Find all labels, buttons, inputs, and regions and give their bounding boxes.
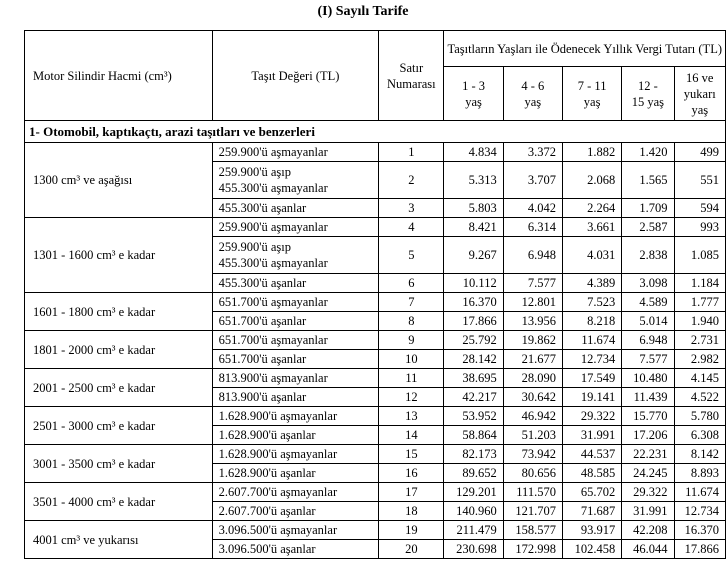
deger-cell (212, 274, 379, 293)
tax-value-cell: 7.523 (562, 293, 621, 312)
motor-cell: 3001 - 3500 cm³ e kadar (25, 445, 213, 483)
deger-line: 1.628.900'ü aşmayanlar (218, 409, 338, 423)
tax-value-cell: 8.218 (562, 312, 621, 331)
tax-value-cell: 102.458 (562, 540, 621, 559)
satir-cell: 12 (379, 388, 444, 407)
satir-cell: 15 (379, 445, 444, 464)
tax-value-cell: 4.589 (622, 293, 674, 312)
tax-value-cell: 6.308 (674, 426, 725, 445)
satir-cell: 11 (379, 369, 444, 388)
tax-value-cell: 172.998 (503, 540, 562, 559)
satir-cell: 18 (379, 502, 444, 521)
header-age-line: yukarı (683, 86, 716, 101)
header-age-5 (674, 67, 725, 121)
deger-line: 3.096.500'ü aşmayanlar (218, 523, 338, 537)
tax-value-cell: 7.577 (503, 274, 562, 293)
tax-value-cell: 2.587 (622, 218, 674, 237)
header-vergi: Taşıtların Yaşları ile Ödenecek Yıllık Vergi Tutarı (TL) (444, 31, 726, 67)
motor-cell: 4001 cm³ ve yukarısı (25, 521, 213, 559)
tax-value-cell: 21.677 (503, 350, 562, 369)
tax-value-cell: 1.709 (622, 199, 674, 218)
tax-value-cell: 12.801 (503, 293, 562, 312)
satir-cell: 14 (379, 426, 444, 445)
header-age-line: yaş (691, 102, 709, 117)
header-age-line: 4 - 6 (521, 78, 545, 93)
tax-value-cell: 16.370 (674, 521, 725, 540)
tax-value-cell: 6.314 (503, 218, 562, 237)
tax-value-cell: 499 (674, 143, 725, 162)
tax-value-cell: 48.585 (562, 464, 621, 483)
motor-cell: 2501 - 3000 cm³ e kadar (25, 407, 213, 445)
tax-value-cell: 29.322 (622, 483, 674, 502)
deger-line: 455.300'ü aşanlar (218, 201, 307, 215)
tax-value-cell: 28.090 (503, 369, 562, 388)
tax-value-cell: 1.184 (674, 274, 725, 293)
table-row (25, 445, 726, 464)
tax-value-cell: 2.838 (622, 237, 674, 274)
header-age-line: yaş (583, 94, 601, 109)
tax-value-cell: 22.231 (622, 445, 674, 464)
satir-cell: 8 (379, 312, 444, 331)
deger-cell (212, 312, 379, 331)
satir-cell: 3 (379, 199, 444, 218)
header-age-line: 1 - 3 (462, 78, 486, 93)
tax-value-cell: 13.956 (503, 312, 562, 331)
tax-value-cell: 46.044 (622, 540, 674, 559)
tax-value-cell: 11.674 (674, 483, 725, 502)
tax-value-cell: 17.549 (562, 369, 621, 388)
header-deger: Taşıt Değeri (TL) (212, 31, 379, 121)
deger-line: 259.900'ü aşmayanlar (218, 220, 328, 234)
table-row (25, 483, 726, 502)
tax-value-cell: 12.734 (562, 350, 621, 369)
tax-value-cell: 129.201 (444, 483, 503, 502)
tax-value-cell: 3.372 (503, 143, 562, 162)
tax-value-cell: 5.780 (674, 407, 725, 426)
tax-value-cell: 53.952 (444, 407, 503, 426)
deger-line: 1.628.900'ü aşanlar (218, 428, 316, 442)
satir-cell: 10 (379, 350, 444, 369)
deger-cell (212, 407, 379, 426)
tax-value-cell: 1.882 (562, 143, 621, 162)
deger-cell (212, 218, 379, 237)
deger-cell (212, 199, 379, 218)
header-age-2 (503, 67, 562, 121)
table-row (25, 218, 726, 237)
header-age-3 (562, 67, 621, 121)
tax-value-cell: 111.570 (503, 483, 562, 502)
deger-cell (212, 388, 379, 407)
tax-value-cell: 8.893 (674, 464, 725, 483)
satir-cell: 19 (379, 521, 444, 540)
tax-value-cell: 5.803 (444, 199, 503, 218)
header-age-line: 15 yaş (631, 94, 665, 109)
tax-value-cell: 7.577 (622, 350, 674, 369)
satir-cell: 2 (379, 162, 444, 199)
tax-value-cell: 4.145 (674, 369, 725, 388)
tax-value-cell: 4.834 (444, 143, 503, 162)
tax-value-cell: 29.322 (562, 407, 621, 426)
satir-cell: 16 (379, 464, 444, 483)
tax-value-cell: 4.389 (562, 274, 621, 293)
tax-value-cell: 140.960 (444, 502, 503, 521)
tax-value-cell: 17.206 (622, 426, 674, 445)
table-row (25, 521, 726, 540)
tax-value-cell: 594 (674, 199, 725, 218)
tax-value-cell: 16.370 (444, 293, 503, 312)
section-heading: 1- Otomobil, kaptıkaçtı, arazi taşıtları ve benzerleri (25, 121, 726, 143)
tax-value-cell: 93.917 (562, 521, 621, 540)
page-title: (I) Sayılı Tarife (317, 4, 409, 19)
tax-value-cell: 17.866 (444, 312, 503, 331)
deger-line: 651.700'ü aşmayanlar (218, 295, 328, 309)
tax-value-cell: 2.264 (562, 199, 621, 218)
motor-cell: 1301 - 1600 cm³ e kadar (25, 218, 213, 293)
deger-cell (212, 426, 379, 445)
tax-value-cell: 551 (674, 162, 725, 199)
tax-value-cell: 2.068 (562, 162, 621, 199)
tax-value-cell: 2.982 (674, 350, 725, 369)
deger-line: 651.700'ü aşanlar (218, 314, 307, 328)
tax-value-cell: 10.112 (444, 274, 503, 293)
tax-value-cell: 6.948 (503, 237, 562, 274)
tax-value-cell: 44.537 (562, 445, 621, 464)
tax-value-cell: 89.652 (444, 464, 503, 483)
deger-cell (212, 237, 379, 274)
header-satir-line1: Satır (399, 60, 424, 75)
tax-value-cell: 11.439 (622, 388, 674, 407)
deger-line: 259.900'ü aşıp (218, 240, 291, 254)
satir-cell: 7 (379, 293, 444, 312)
table-row (25, 143, 726, 162)
tax-value-cell: 1.420 (622, 143, 674, 162)
tax-value-cell: 11.674 (562, 331, 621, 350)
deger-line: 813.900'ü aşmayanlar (218, 371, 328, 385)
motor-cell: 1801 - 2000 cm³ e kadar (25, 331, 213, 369)
deger-cell (212, 331, 379, 350)
tax-value-cell: 2.731 (674, 331, 725, 350)
deger-line: 2.607.700'ü aşmayanlar (218, 485, 338, 499)
deger-line: 2.607.700'ü aşanlar (218, 504, 316, 518)
deger-cell (212, 293, 379, 312)
satir-cell: 5 (379, 237, 444, 274)
deger-cell (212, 445, 379, 464)
table-row (25, 407, 726, 426)
header-age-line: yaş (524, 94, 542, 109)
deger-cell (212, 540, 379, 559)
tax-value-cell: 211.479 (444, 521, 503, 540)
header-satir (379, 31, 444, 121)
deger-line: 651.700'ü aşmayanlar (218, 333, 328, 347)
tax-value-cell: 1.777 (674, 293, 725, 312)
motor-cell: 2001 - 2500 cm³ e kadar (25, 369, 213, 407)
deger-line: 455.300'ü aşmayanlar (218, 181, 328, 195)
tax-value-cell: 3.098 (622, 274, 674, 293)
deger-cell (212, 162, 379, 199)
deger-cell (212, 369, 379, 388)
header-age-line: 16 ve (686, 70, 714, 85)
header-age-line: 7 - 11 (577, 78, 607, 93)
tax-value-cell: 28.142 (444, 350, 503, 369)
deger-line: 259.900'ü aşmayanlar (218, 145, 328, 159)
tax-value-cell: 65.702 (562, 483, 621, 502)
satir-cell: 4 (379, 218, 444, 237)
motor-cell: 1300 cm³ ve aşağısı (25, 143, 213, 218)
deger-cell (212, 483, 379, 502)
tax-value-cell: 121.707 (503, 502, 562, 521)
header-age-line: yaş (465, 94, 482, 109)
tax-value-cell: 10.480 (622, 369, 674, 388)
satir-cell: 17 (379, 483, 444, 502)
header-satir-line2: Numarası (387, 76, 436, 91)
tax-value-cell: 31.991 (562, 426, 621, 445)
tax-value-cell: 6.948 (622, 331, 674, 350)
tax-value-cell: 71.687 (562, 502, 621, 521)
tax-value-cell: 1.085 (674, 237, 725, 274)
tax-value-cell: 17.866 (674, 540, 725, 559)
deger-line: 1.628.900'ü aşanlar (218, 466, 316, 480)
tax-value-cell: 9.267 (444, 237, 503, 274)
tax-value-cell: 82.173 (444, 445, 503, 464)
tax-value-cell: 230.698 (444, 540, 503, 559)
header-age-4 (622, 67, 674, 121)
deger-line: 455.300'ü aşanlar (218, 276, 307, 290)
tax-value-cell: 31.991 (622, 502, 674, 521)
tax-value-cell: 51.203 (503, 426, 562, 445)
tax-value-cell: 4.522 (674, 388, 725, 407)
deger-cell (212, 521, 379, 540)
tax-value-cell: 12.734 (674, 502, 725, 521)
tax-value-cell: 19.862 (503, 331, 562, 350)
satir-cell: 6 (379, 274, 444, 293)
deger-cell (212, 350, 379, 369)
header-age-1 (444, 67, 503, 121)
header-motor: Motor Silindir Hacmi (cm³) (25, 31, 213, 121)
deger-line: 813.900'ü aşanlar (218, 390, 307, 404)
deger-cell (212, 464, 379, 483)
deger-line: 259.900'ü aşıp (218, 165, 291, 179)
motor-cell: 3501 - 4000 cm³ e kadar (25, 483, 213, 521)
deger-cell (212, 143, 379, 162)
tax-value-cell: 38.695 (444, 369, 503, 388)
deger-line: 651.700'ü aşanlar (218, 352, 307, 366)
tax-value-cell: 993 (674, 218, 725, 237)
satir-cell: 20 (379, 540, 444, 559)
header-age-line: 12 - (637, 78, 658, 93)
tax-value-cell: 5.313 (444, 162, 503, 199)
tax-value-cell: 5.014 (622, 312, 674, 331)
tax-value-cell: 73.942 (503, 445, 562, 464)
deger-line: 455.300'ü aşmayanlar (218, 256, 328, 270)
deger-line: 1.628.900'ü aşmayanlar (218, 447, 338, 461)
tax-value-cell: 15.770 (622, 407, 674, 426)
tax-value-cell: 42.217 (444, 388, 503, 407)
tax-value-cell: 30.642 (503, 388, 562, 407)
tax-value-cell: 8.142 (674, 445, 725, 464)
table-row (25, 331, 726, 350)
tax-value-cell: 80.656 (503, 464, 562, 483)
tax-value-cell: 19.141 (562, 388, 621, 407)
deger-line: 3.096.500'ü aşanlar (218, 542, 316, 556)
tax-value-cell: 3.661 (562, 218, 621, 237)
tax-value-cell: 46.942 (503, 407, 562, 426)
satir-cell: 13 (379, 407, 444, 426)
tax-value-cell: 24.245 (622, 464, 674, 483)
tax-value-cell: 4.031 (562, 237, 621, 274)
table-row (25, 293, 726, 312)
table-row (25, 369, 726, 388)
tax-value-cell: 8.421 (444, 218, 503, 237)
tax-value-cell: 42.208 (622, 521, 674, 540)
motor-cell: 1601 - 1800 cm³ e kadar (25, 293, 213, 331)
tax-value-cell: 25.792 (444, 331, 503, 350)
tax-value-cell: 4.042 (503, 199, 562, 218)
deger-cell (212, 502, 379, 521)
tax-value-cell: 58.864 (444, 426, 503, 445)
satir-cell: 9 (379, 331, 444, 350)
tax-value-cell: 3.707 (503, 162, 562, 199)
satir-cell: 1 (379, 143, 444, 162)
tax-value-cell: 1.565 (622, 162, 674, 199)
tax-value-cell: 158.577 (503, 521, 562, 540)
tax-table (24, 30, 726, 559)
tax-value-cell: 1.940 (674, 312, 725, 331)
